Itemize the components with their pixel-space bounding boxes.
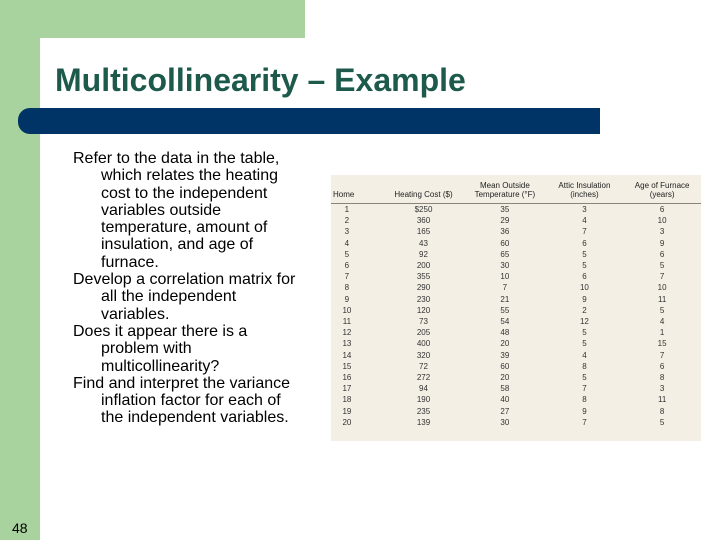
table-cell: 272: [416, 373, 431, 383]
table-cell: 2: [344, 216, 350, 226]
table-cell: 5: [582, 328, 587, 338]
column-header: Age of Furnace (years): [623, 175, 701, 204]
table-cell: 290: [416, 283, 431, 293]
table-cell: 20: [342, 417, 352, 427]
table-cell: 12: [342, 328, 352, 338]
table-cell: 4: [659, 317, 665, 327]
table-cell: 7: [582, 417, 587, 427]
table-cell: 235: [416, 406, 431, 416]
table-cell: 6: [344, 261, 350, 271]
table-cell: 7: [582, 384, 587, 394]
table-cell: 205: [416, 328, 431, 338]
table-cell: 12: [579, 317, 589, 327]
bullet-list: [73, 150, 303, 427]
data-table: [331, 175, 701, 428]
table-cell: 3: [582, 205, 587, 214]
table-cell: 9: [659, 238, 665, 248]
table-header-row: [331, 175, 701, 204]
table-cell: 10: [657, 216, 667, 226]
table-cell: 8: [659, 373, 665, 383]
table-cell: 5: [582, 249, 587, 259]
bullet-item: Refer to the data in the table, which relates the heating cost to the independent variables outside temperature, amount of insulation, and age of furnace.: [73, 150, 280, 271]
table-row: [331, 417, 701, 428]
table-cell: 65: [500, 249, 510, 259]
table-cell: 4: [344, 238, 350, 248]
table-cell: 11: [342, 317, 352, 327]
green-side-band: [0, 0, 40, 540]
table-body: [331, 204, 701, 429]
table-cell: 43: [419, 238, 428, 248]
table-cell: 3: [659, 227, 665, 237]
table-cell: 1: [659, 328, 665, 338]
table-cell: 6: [659, 249, 665, 259]
table-row: [331, 394, 701, 405]
table-cell: 27: [500, 406, 510, 416]
table-cell: 120: [416, 305, 431, 315]
table-cell: 73: [419, 317, 428, 327]
table-row: [331, 249, 701, 260]
table-cell: 5: [659, 305, 665, 315]
table-cell: 230: [416, 294, 431, 304]
table-cell: 3: [344, 227, 350, 237]
table-cell: 30: [500, 261, 510, 271]
table-cell: 400: [416, 339, 431, 349]
table-cell: 4: [582, 350, 587, 360]
table-cell: 20: [500, 373, 510, 383]
table-cell: 16: [342, 373, 352, 383]
table-cell: 165: [416, 227, 431, 237]
table-cell: 360: [416, 216, 431, 226]
table-row: [331, 204, 701, 216]
table-cell: 17: [342, 384, 352, 394]
table-cell: 11: [657, 395, 667, 405]
heating-cost-table: [331, 175, 701, 441]
table-row: [331, 383, 701, 394]
table-cell: 15: [657, 339, 667, 349]
bullet-item: Find and interpret the variance inflation factor for each of the independent variables.: [73, 374, 291, 427]
table-cell: 58: [500, 384, 510, 394]
table-cell: 10: [342, 305, 352, 315]
table-cell: 15: [342, 361, 352, 371]
table-cell: 7: [659, 272, 665, 282]
table-cell: 3: [659, 384, 665, 394]
table-cell: 55: [500, 305, 510, 315]
table-cell: 40: [500, 395, 510, 405]
table-row: [331, 226, 701, 237]
column-header: Heating Cost ($): [383, 175, 464, 204]
table-cell: 6: [659, 205, 665, 214]
table-row: [331, 361, 701, 372]
table-cell: 9: [344, 294, 350, 304]
table-cell: 10: [579, 283, 589, 293]
table-row: [331, 260, 701, 271]
table-cell: 5: [582, 373, 587, 383]
table-cell: 5: [659, 417, 665, 427]
table-cell: 5: [344, 249, 350, 259]
table-cell: 18: [342, 395, 352, 405]
table-cell: 48: [500, 328, 510, 338]
bullet-item: Develop a correlation matrix for all the independent variables.: [73, 271, 296, 323]
table-cell: 54: [500, 317, 510, 327]
table-cell: 72: [419, 361, 428, 371]
bullet-item: Does it appear there is a problem with multicollinearity?: [73, 322, 248, 375]
table-row: [331, 316, 701, 327]
table-cell: 21: [500, 294, 510, 304]
column-header: Attic Insulation (inches): [546, 175, 624, 204]
table-cell: 139: [416, 417, 431, 427]
table-cell: 11: [657, 294, 667, 304]
table-cell: 5: [582, 339, 587, 349]
table-row: [331, 305, 701, 316]
table-cell: 6: [582, 238, 587, 248]
table-cell: 92: [419, 249, 428, 259]
table-cell: 1: [344, 205, 350, 214]
table-row: [331, 327, 701, 338]
table-row: [331, 282, 701, 293]
table-cell: 4: [582, 216, 587, 226]
table-cell: 6: [659, 361, 665, 371]
table-cell: 29: [500, 216, 510, 226]
table-cell: 14: [342, 350, 352, 360]
table-cell: 9: [582, 406, 587, 416]
table-cell: 60: [500, 238, 510, 248]
slide-title: Multicollinearity – Example: [55, 62, 466, 98]
table-row: [331, 350, 701, 361]
table-cell: 8: [344, 283, 350, 293]
table-cell: 190: [416, 395, 431, 405]
table-cell: 19: [342, 406, 352, 416]
table-cell: 30: [500, 417, 510, 427]
table-row: [331, 215, 701, 226]
table-cell: 6: [582, 272, 587, 282]
table-row: [331, 372, 701, 383]
table-cell: 36: [500, 227, 510, 237]
table-cell: 2: [582, 305, 587, 315]
table-row: [331, 271, 701, 282]
table-cell: 7: [582, 227, 587, 237]
table-row: [331, 406, 701, 417]
table-cell: 8: [582, 395, 587, 405]
table-cell: 39: [500, 350, 510, 360]
green-top-band: [0, 0, 305, 38]
table-cell: 60: [500, 361, 510, 371]
table-cell: 7: [502, 283, 508, 293]
table-cell: 13: [342, 339, 352, 349]
table-row: [331, 338, 701, 349]
title-underline-bar: [18, 108, 600, 134]
table-cell: 320: [416, 350, 431, 360]
table-cell: 7: [344, 272, 350, 282]
table-cell: $250: [414, 205, 433, 214]
table-cell: 94: [419, 384, 428, 394]
table-cell: 10: [500, 272, 510, 282]
table-cell: 9: [582, 294, 587, 304]
table-row: [331, 294, 701, 305]
table-cell: 5: [659, 261, 665, 271]
table-cell: 8: [659, 406, 665, 416]
table-cell: 35: [500, 205, 510, 214]
table-row: [331, 238, 701, 249]
column-header: Mean Outside Temperature (°F): [464, 175, 545, 204]
page-number: 48: [12, 520, 28, 536]
table-cell: 7: [659, 350, 665, 360]
table-cell: 8: [582, 361, 587, 371]
column-header: Home: [331, 175, 383, 204]
table-cell: 10: [657, 283, 667, 293]
table-cell: 5: [582, 261, 587, 271]
table-cell: 200: [416, 261, 431, 271]
table-cell: 355: [416, 272, 431, 282]
table-cell: 20: [500, 339, 510, 349]
